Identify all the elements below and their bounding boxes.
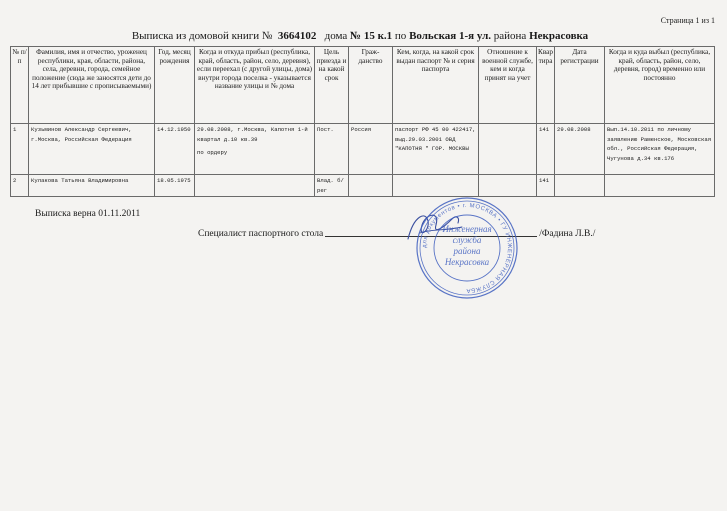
col-header-departed: Когда и куда выбыл (республика, край, область, район, село, деревня, город) временно или постоянно xyxy=(605,47,715,124)
table-row xyxy=(11,124,715,175)
row-number: 2 xyxy=(11,175,29,197)
registration-date xyxy=(555,175,605,197)
page-number: Страница 1 из 1 xyxy=(660,16,715,25)
birth-date: 14.12.1950 xyxy=(155,124,195,175)
departed-info: Вып.14.10.2011 по личному заявлению Раменское, Московская обл., Российская Федерация, Чугунова д.34 кв.176 xyxy=(605,124,715,175)
resident-name: Кулакова Татьяна Владимировна xyxy=(29,175,155,197)
stamp-line-2: служба xyxy=(452,235,482,245)
col-header-passport: Кем, когда, на какой срок выдан паспорт № и серия паспорта xyxy=(393,47,479,124)
stamp-outer-text: для документов • г. МОСКВА • ГУ ИНЖЕНЕРНАЯ СЛУЖБА xyxy=(421,202,513,294)
military-status xyxy=(479,124,537,175)
military-status xyxy=(479,175,537,197)
table-row xyxy=(11,175,715,197)
citizenship: Россия xyxy=(349,124,393,175)
passport-info: паспорт РФ 45 00 422417, выд.29.03.2001 ОВД "КАПОТНЯ " ГОР. МОСКВЫ xyxy=(393,124,479,175)
arrived-note: по ордеру xyxy=(197,149,228,156)
col-header-citizenship: Граж-данство xyxy=(349,47,393,124)
departed-info xyxy=(605,175,715,197)
stamp-line-1: Инженерная xyxy=(442,224,492,234)
purpose: Влад. б/рег xyxy=(315,175,349,197)
col-header-reg-date: Дата регистрации xyxy=(555,47,605,124)
official-stamp xyxy=(415,196,519,300)
apartment-number: 141 xyxy=(537,175,555,197)
arrived-from xyxy=(195,175,315,197)
col-header-arrived: Когда и откуда прибыл (республика, край, область, район, село, деревня), если переехал (с другой улицы, дома) внутри города поселка - указывается название улицы и № дома xyxy=(195,47,315,124)
citizenship xyxy=(349,175,393,197)
purpose: Пост. xyxy=(315,124,349,175)
house-prefix: дома xyxy=(324,30,348,42)
table-header-row xyxy=(11,47,715,124)
arrived-from xyxy=(195,124,315,175)
district-name: Некрасовка xyxy=(529,30,589,42)
street-prefix: по xyxy=(394,30,407,42)
book-number: 3664102 xyxy=(277,30,317,42)
col-header-birth: Год, месяц рождения xyxy=(155,47,195,124)
district-prefix: района xyxy=(493,30,527,42)
arrived-details: 29.08.2008, г.Москва, Капотня 1-й квартал д.10 кв.39 xyxy=(197,126,308,143)
col-header-military: Отношение к военной службе, кем и когда принят на учет xyxy=(479,47,537,124)
birth-date: 18.05.1975 xyxy=(155,175,195,197)
resident-name: Кузьминов Александр Сергеевич, г.Москва, Российская Федерация xyxy=(29,124,155,175)
specialist-label: Специалист паспортного стола xyxy=(198,229,324,239)
verification-note: Выписка верна 01.11.2011 xyxy=(35,209,141,219)
stamp-line-4: Некрасовка xyxy=(444,257,490,267)
document-title xyxy=(30,30,690,42)
house-number: № 15 к.1 xyxy=(350,30,393,42)
passport-info xyxy=(393,175,479,197)
house-register-table xyxy=(10,46,715,197)
apartment-number: 141 xyxy=(537,124,555,175)
col-header-name: Фамилия, имя и отчество, уроженец республики, края, области, района, села, деревни, города, семейное положение (сюда же заносятся дети до 14 лет прибывшие с прописываемыми) xyxy=(29,47,155,124)
row-number: 1 xyxy=(11,124,29,175)
registration-date: 29.08.2008 xyxy=(555,124,605,175)
stamp-line-3: района xyxy=(453,246,481,256)
title-prefix: Выписка из домовой книги № xyxy=(131,30,273,42)
street-name: Вольская 1-я ул. xyxy=(409,30,492,42)
signature-name: /Фадина Л.В./ xyxy=(539,229,596,239)
specialist-line xyxy=(198,229,595,239)
col-header-purpose: Цель приезда и на какой срок xyxy=(315,47,349,124)
col-header-apartment: Квар тира xyxy=(537,47,555,124)
col-header-number: № п/п xyxy=(11,47,29,124)
